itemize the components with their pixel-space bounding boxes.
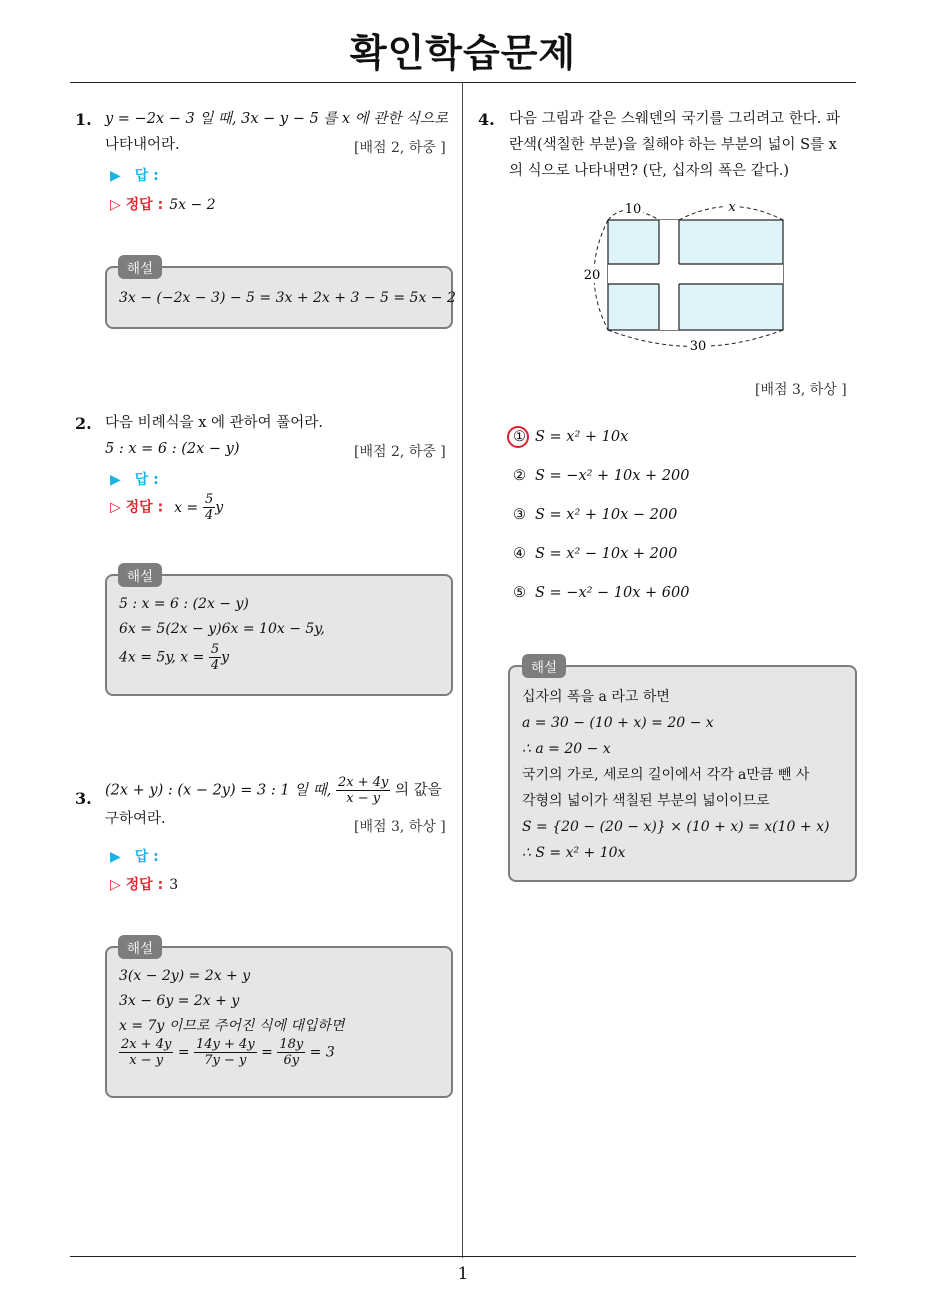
choice-3[interactable]: ③ S = x² + 10x − 200 [513, 507, 678, 523]
choice-1[interactable]: ① S = x² + 10x [513, 429, 629, 445]
solution-tag: 해설 [118, 935, 162, 959]
solution-fraction: $\frac{18y}{6y}$ [279, 1037, 304, 1068]
solution-line: a = 30 − (10 + x) = 20 − x [522, 715, 714, 731]
choice-4[interactable]: ④ S = x² − 10x + 200 [513, 546, 678, 562]
correct-label: 정답 : [125, 877, 164, 893]
solution-tag: 해설 [118, 255, 162, 279]
question-line: 다음 그림과 같은 스웨덴의 국기를 그리려고 한다. 파 [509, 111, 841, 127]
correct-suffix: y [215, 499, 224, 516]
choice-2[interactable]: ② S = −x² + 10x + 200 [513, 468, 690, 484]
correct-label: 정답 : [125, 197, 164, 213]
answer-label: 답 : [134, 849, 159, 865]
question-number: 3. [75, 789, 92, 808]
solution-tag: 해설 [118, 563, 162, 587]
question-line: y = −2x − 3 일 때, 3x − y − 5 를 x 에 관한 식으로 [105, 111, 448, 127]
points-label: [배점 2, 하중 ] [354, 444, 446, 460]
correct-prefix: x = [174, 499, 199, 516]
question-line: 의 식으로 나타내면? (단, 십자의 폭은 같다.) [509, 163, 790, 179]
question-text [509, 106, 861, 184]
correct-line [110, 194, 216, 214]
correct-value: 3 [169, 877, 179, 893]
label-10: 10 [624, 202, 642, 217]
top-rule [70, 82, 856, 83]
question-number: 4. [478, 110, 495, 129]
bottom-rule [70, 1256, 856, 1257]
question-line: 나타내어라. [105, 137, 180, 153]
question-line: 5 : x = 6 : (2x − y) [105, 441, 240, 457]
question-line: 다음 비례식을 x 에 관하여 풀어라. [105, 415, 323, 431]
solution-line: ∴ S = x² + 10x [522, 845, 626, 861]
solution-box [508, 665, 857, 882]
points-label: [배점 3, 하상 ] [354, 819, 446, 835]
question-fraction: $\frac{2x + 4y}{x - y}$ [338, 775, 389, 806]
correct-value: 5x − 2 [169, 197, 216, 213]
flag-figure [575, 195, 805, 360]
page-number: 1 [457, 1264, 469, 1284]
solution-line: x = 7y 이므로 주어진 식에 대입하면 [119, 1018, 345, 1034]
solution-tag: 해설 [522, 654, 566, 678]
solution-line: 3x − (−2x − 3) − 5 = 3x + 2x + 3 − 5 = 5x − 2 [119, 290, 456, 306]
solution-line: S = {20 − (20 − x)} × (10 + x) = x(10 + x) [522, 819, 830, 835]
solution-line: 국기의 가로, 세로의 길이에서 각각 a만큼 뺀 사 [522, 767, 810, 783]
correct-line [110, 492, 223, 523]
answer-label: 답 : [134, 168, 159, 184]
solution-box [105, 574, 453, 696]
correct-label: 정답 : [125, 499, 164, 516]
solution-line: $\frac{2x + 4y}{x - y}$ = $\frac{14y + 4y}{7y - y}$ = $\frac{18y}{6y}$ = 3 [121, 1037, 335, 1068]
question-line: 구하여라. [105, 811, 166, 827]
answer-line [110, 846, 159, 866]
solution-line: 3x − 6y = 2x + y [119, 993, 240, 1009]
question-number: 1. [75, 110, 92, 129]
label-20: 20 [583, 268, 601, 283]
page-title: 확인학습문제 [349, 31, 577, 75]
question-line: 란색(색칠한 부분)을 칠해야 하는 부분의 넓이 S를 x [509, 137, 837, 153]
solution-line: 십자의 폭을 a 라고 하면 [522, 689, 670, 705]
answer-line [110, 469, 159, 489]
solution-fraction: $\frac{14y + 4y}{7y - y}$ [196, 1037, 255, 1068]
answer-label: 답 : [134, 472, 159, 488]
solution-line: 3(x − 2y) = 2x + y [119, 968, 251, 984]
question-line: (2x + y) : (x − 2y) = 3 : 1 일 때, $\frac{2x + 4y}{x - y}$ 의 값을 [105, 775, 442, 806]
cross-horizontal [608, 264, 783, 284]
answer-arrow-icon: ▶ [110, 168, 121, 184]
answer-line [110, 165, 159, 185]
correct-triangle-icon: ▷ [110, 197, 121, 213]
correct-fraction: $\frac{5}{4}$ [205, 492, 214, 523]
solution-line: 각형의 넓이가 색칠된 부분의 넓이이므로 [522, 793, 770, 809]
points-label: [배점 3, 하상 ] [755, 382, 847, 398]
solution-fraction: $\frac{5}{4}$ [210, 642, 220, 673]
column-divider [462, 82, 463, 1258]
solution-line: 5 : x = 6 : (2x − y) [119, 596, 249, 612]
correct-triangle-icon: ▷ [110, 499, 121, 516]
solution-line: 6x = 5(2x − y)6x = 10x − 5y, [119, 621, 325, 637]
choice-5[interactable]: ⑤ S = −x² − 10x + 600 [513, 585, 690, 601]
solution-line: ∴ a = 20 − x [522, 741, 611, 757]
question-number: 2. [75, 414, 92, 433]
solution-line: 4x = 5y, x = $\frac{5}{4}$ y [119, 642, 230, 673]
label-x: x [728, 200, 736, 215]
answer-arrow-icon: ▶ [110, 849, 121, 865]
correct-line [110, 874, 178, 894]
answer-arrow-icon: ▶ [110, 472, 121, 488]
points-label: [배점 2, 하중 ] [354, 140, 446, 156]
correct-triangle-icon: ▷ [110, 877, 121, 893]
label-30: 30 [689, 339, 707, 354]
solution-fraction: $\frac{2x + 4y}{x - y}$ [121, 1037, 172, 1068]
solution-box [105, 946, 453, 1098]
